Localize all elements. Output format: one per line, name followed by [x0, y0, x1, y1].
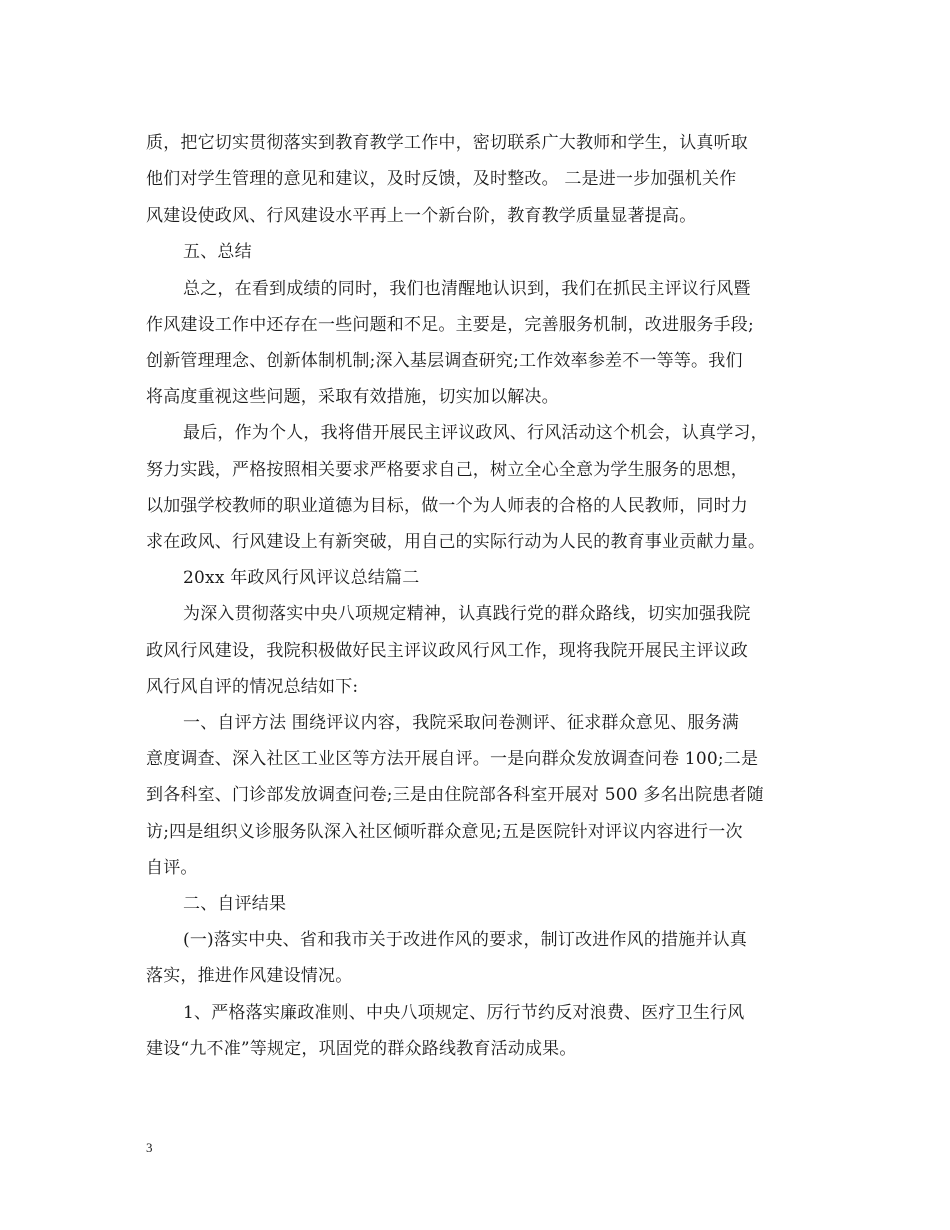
section-heading: 五、总结: [183, 242, 252, 262]
text-line: 以加强学校教师的职业道德为目标，做一个为人师表的合格的人民教师，同时力: [146, 496, 748, 516]
text-line: 质，把它切实贯彻落实到教育教学工作中，密切联系广大教师和学生，认真听取: [146, 133, 748, 153]
text-line: 1、严格落实廉政准则、中央八项规定、厉行节约反对浪费、医疗卫生行风: [183, 1003, 745, 1023]
text-line: 风行风自评的情况总结如下:: [146, 677, 359, 697]
text-line: 意度调查、深入社区工业区等方法开展自评。一是向群众发放调查问卷 100;二是: [146, 749, 759, 769]
text-line: 最后，作为个人，我将借开展民主评议政风、行风活动这个机会，认真学习，: [183, 423, 768, 443]
text-line: 总之，在看到成绩的同时，我们也清醒地认识到，我们在抓民主评议行风暨: [183, 279, 751, 299]
text-line: (一)落实中央、省和我市关于改进作风的要求，制订改进作风的措施并认真: [183, 930, 748, 950]
text-line: 访;四是组织义诊服务队深入社区倾听群众意见;五是医院针对评议内容进行一次: [146, 822, 743, 842]
section-heading: 20xx 年政风行风评议总结篇二: [183, 568, 420, 588]
text-line: 作风建设工作中还存在一些问题和不足。主要是，完善服务机制，改进服务手段;: [146, 315, 754, 335]
text-line: 到各科室、门诊部发放调查问卷;三是由住院部各科室开展对 500 多名出院患者随: [146, 785, 764, 805]
text-line: 创新管理理念、创新体制机制;深入基层调查研究;工作效率参差不一等等。我们: [146, 351, 743, 371]
text-line: 落实，推进作风建设情况。: [146, 966, 353, 986]
text-line: 求在政风、行风建设上有新突破，用自己的实际行动为人民的教育事业贡献力量。: [146, 532, 766, 552]
text-line: 建设“九不准”等规定，巩固党的群众路线教育活动成果。: [146, 1039, 577, 1059]
text-line: 努力实践，严格按照相关要求严格要求自己，树立全心全意为学生服务的思想，: [146, 460, 748, 480]
text-line: 将高度重视这些问题，采取有效措施，切实加以解决。: [146, 387, 559, 407]
text-line: 政风行风建设，我院积极做好民主评议政风行风工作，现将我院开展民主评议政: [146, 641, 748, 661]
text-line: 为深入贯彻落实中央八项规定精神，认真践行党的群众路线，切实加强我院: [183, 604, 751, 624]
section-heading: 二、自评结果: [183, 894, 287, 914]
text-line: 一、自评方法 围绕评议内容，我院采取问卷测评、征求群众意见、服务满: [183, 713, 740, 733]
page-number: 3: [146, 1140, 153, 1155]
text-line: 风建设使政风、行风建设水平再上一个新台阶，教育教学质量显著提高。: [146, 206, 697, 226]
text-line: 自评。: [146, 858, 198, 878]
text-line: 他们对学生管理的意见和建议，及时反馈，及时整改。 二是进一步加强机关作: [146, 169, 737, 189]
